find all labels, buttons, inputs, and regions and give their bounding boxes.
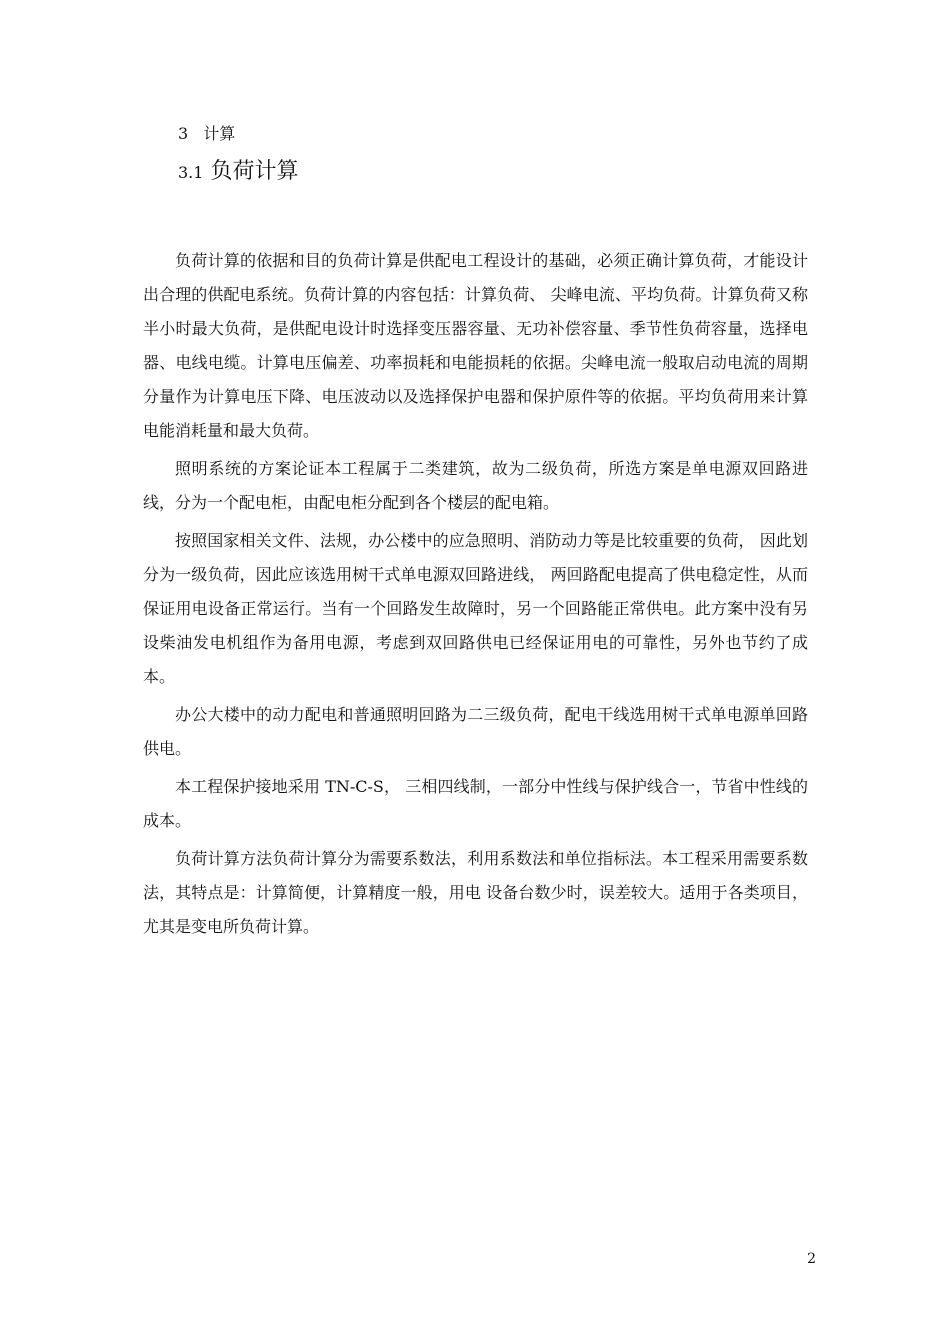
paragraph: 负荷计算的依据和目的负荷计算是供配电工程设计的基础，必须正确计算负荷，才能设计出合理的供配电系统。负荷计算的内容包括：计算负荷、 尖峰电流、平均负荷。计算负荷又称半小时最大负荷，是供配电设计时选择变压器容量、无功补偿容量、季节性负荷容量，选择电器、电线电缆。计算电压偏差、功率损耗和电能损耗的依据。尖峰电流一般取启动电流的周期分量作为计算电压下降、电压波动以及选择保护电器和保护原件等的依据。平均负荷用来计算电能消耗量和最大负荷。 [143, 251, 808, 440]
section-heading [178, 154, 299, 185]
paragraph: 负荷计算方法负荷计算分为需要系数法，利用系数法和单位指标法。本工程采用需要系数法，其特点是：计算简便，计算精度一般，用电 设备台数少时，误差较大。适用于各类项目，尤其是变电所负荷计算。 [143, 849, 808, 936]
section-number: 3.1 [178, 163, 204, 182]
chapter-number: 3 [178, 124, 189, 143]
section-title: 负荷计算 [210, 159, 299, 184]
paragraph: 照明系统的方案论证本工程属于二类建筑，故为二级负荷，所选方案是单电源双回路进线，分为一个配电柜，由配电柜分配到各个楼层的配电箱。 [143, 459, 808, 512]
paragraph: 办公大楼中的动力配电和普通照明回路为二三级负荷，配电干线选用树干式单电源单回路供电。 [143, 705, 808, 758]
paragraph: 本工程保护接地采用 TN-C-S， 三相四线制，一部分中性线与保护线合一，节省中性线的成本。 [143, 777, 808, 830]
chapter-heading [178, 122, 235, 146]
paragraph: 按照国家相关文件、法规，办公楼中的应急照明、消防动力等是比较重要的负荷， 因此划分为一级负荷，因此应该选用树干式单电源双回路进线， 两回路配电提高了供电稳定性，从而保证用电设备正常运行。当有一个回路发生故障时，另一个回路能正常供电。此方案中没有另设柴油发电机组作为备用电源，考虑到双回路供电已经保证用电的可靠性，另外也节约了成本。 [143, 531, 808, 686]
body-text [143, 244, 808, 948]
chapter-title: 计算 [203, 124, 236, 143]
page-number: 2 [807, 1251, 816, 1267]
